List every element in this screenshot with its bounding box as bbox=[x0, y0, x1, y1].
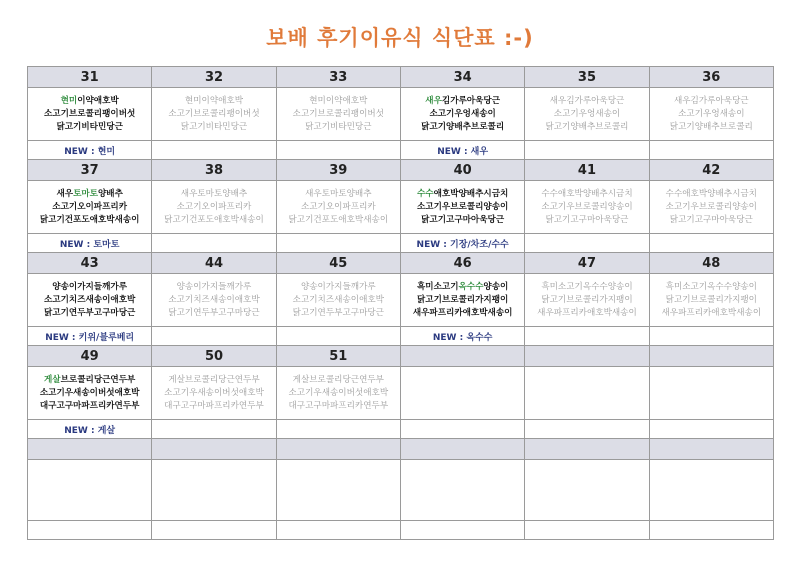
empty-cell bbox=[276, 460, 400, 521]
new-food-note bbox=[152, 234, 276, 253]
menu-line bbox=[277, 95, 400, 108]
menu-line bbox=[650, 281, 773, 294]
empty-cell bbox=[400, 460, 524, 521]
empty-cell bbox=[28, 439, 152, 460]
empty-cell bbox=[525, 521, 649, 540]
menu-line bbox=[152, 387, 275, 400]
ingredient-text: 새우김가루아욱당근 bbox=[549, 95, 625, 106]
new-food-note bbox=[649, 234, 773, 253]
ingredient-text: 소고기브로콜리팽이버섯 bbox=[44, 108, 136, 119]
ingredient-text: 닭고기브로콜리가지팽이 bbox=[665, 294, 757, 305]
ingredient-text: 닭고기양배추브로콜리 bbox=[669, 121, 753, 132]
menu-line bbox=[650, 307, 773, 320]
ingredient-text: 닭고기양배추브로콜리 bbox=[545, 121, 629, 132]
ingredient-text: 닭고기브로콜리가지팽이 bbox=[541, 294, 633, 305]
menu-line bbox=[152, 108, 275, 121]
ingredient-text: 양송이가지들깨가루 bbox=[300, 281, 376, 292]
ingredient-text: 새우김가루아욱당근 bbox=[673, 95, 749, 106]
day-menu-cell bbox=[28, 274, 152, 327]
ingredient-text: 소고기치즈새송이애호박 bbox=[44, 294, 136, 305]
empty-row bbox=[28, 460, 774, 521]
day-number: 47 bbox=[525, 253, 649, 274]
new-food-note bbox=[649, 327, 773, 346]
ingredient-text: 수수애호박양배추시금치 bbox=[541, 188, 633, 199]
menu-line bbox=[277, 387, 400, 400]
new-food-note bbox=[525, 327, 649, 346]
ingredient-text: 새우파프리카애호박새송이 bbox=[537, 307, 637, 318]
day-number: 33 bbox=[276, 67, 400, 88]
ingredient-text: 소고기우브로콜리양송이 bbox=[541, 201, 633, 212]
ingredient-text: 수수애호박양배추시금치 bbox=[665, 188, 757, 199]
empty-cell bbox=[400, 439, 524, 460]
empty-cell bbox=[649, 521, 773, 540]
ingredient-text: 소고기우새송이버섯애호박 bbox=[288, 387, 389, 398]
menu-line bbox=[152, 214, 275, 227]
menu-line bbox=[401, 95, 524, 108]
ingredient-text: 닭고기연두부고구마당근 bbox=[168, 307, 260, 318]
week-header-row bbox=[28, 253, 774, 274]
ingredient-text: 게살브로콜리당근연두부 bbox=[292, 374, 384, 385]
week-note-row bbox=[28, 420, 774, 439]
new-food-note bbox=[276, 234, 400, 253]
ingredient-text: 닭고기비타민당근 bbox=[56, 121, 123, 132]
day-menu-cell bbox=[525, 367, 649, 420]
new-food-note: NEW : 옥수수 bbox=[400, 327, 524, 346]
ingredient-text: 새우토마토양배추 bbox=[180, 188, 248, 199]
ingredient-text: 흑미소고기옥수수양송이 bbox=[665, 281, 757, 292]
ingredient-text: 소고기치즈새송이애호박 bbox=[292, 294, 384, 305]
week-menu-row bbox=[28, 367, 774, 420]
day-number: 40 bbox=[400, 160, 524, 181]
new-food-note bbox=[649, 420, 773, 439]
day-menu-cell bbox=[28, 88, 152, 141]
menu-line bbox=[152, 400, 275, 413]
menu-line bbox=[152, 188, 275, 201]
empty-cell bbox=[525, 460, 649, 521]
new-ingredient: 게살 bbox=[44, 374, 61, 385]
day-menu-cell bbox=[649, 88, 773, 141]
menu-line bbox=[525, 307, 648, 320]
day-number: 42 bbox=[649, 160, 773, 181]
ingredient-text: 닭고기고구마아욱당근 bbox=[545, 214, 629, 225]
day-number: 34 bbox=[400, 67, 524, 88]
ingredient-text: 닭고기비타민당근 bbox=[305, 121, 372, 132]
ingredient-text: 소고기오이파프리카 bbox=[176, 201, 252, 212]
menu-line bbox=[525, 108, 648, 121]
menu-line bbox=[28, 387, 151, 400]
ingredient-text: 닭고기건포도애호박새송이 bbox=[288, 214, 389, 225]
new-ingredient: 옥수수 bbox=[458, 281, 484, 292]
menu-line bbox=[277, 108, 400, 121]
empty-cell bbox=[152, 521, 276, 540]
day-menu-cell bbox=[28, 367, 152, 420]
week-header-row bbox=[28, 346, 774, 367]
ingredient-text: 닭고기비타민당근 bbox=[180, 121, 248, 132]
day-menu-cell bbox=[649, 274, 773, 327]
day-menu-cell bbox=[28, 181, 152, 234]
day-number: 37 bbox=[28, 160, 152, 181]
day-menu-cell bbox=[400, 88, 524, 141]
day-number: 48 bbox=[649, 253, 773, 274]
ingredient-text: 소고기우브로콜리양송이 bbox=[665, 201, 757, 212]
menu-line bbox=[28, 108, 151, 121]
menu-line bbox=[650, 201, 773, 214]
ingredient-text: 브로콜리당근연두부 bbox=[60, 374, 136, 385]
new-ingredient: 토마토 bbox=[73, 188, 98, 199]
menu-line bbox=[277, 188, 400, 201]
empty-cell bbox=[400, 521, 524, 540]
menu-line bbox=[277, 400, 400, 413]
menu-line bbox=[401, 281, 524, 294]
empty-cell bbox=[525, 439, 649, 460]
day-menu-cell bbox=[276, 274, 400, 327]
empty-cell bbox=[276, 521, 400, 540]
menu-line bbox=[401, 214, 524, 227]
new-food-note: NEW : 기장/차조/수수 bbox=[400, 234, 524, 253]
day-number: 41 bbox=[525, 160, 649, 181]
new-food-note bbox=[525, 420, 649, 439]
new-ingredient: 현미 bbox=[60, 95, 78, 106]
menu-line bbox=[650, 121, 773, 134]
menu-line bbox=[650, 214, 773, 227]
ingredient-text: 양송이가지들깨가루 bbox=[52, 281, 128, 292]
ingredient-text: 게살브로콜리당근연두부 bbox=[168, 374, 260, 385]
menu-line bbox=[650, 294, 773, 307]
day-menu-cell bbox=[525, 181, 649, 234]
day-menu-cell bbox=[276, 181, 400, 234]
week-menu-row bbox=[28, 181, 774, 234]
ingredient-text: 김가루아욱당근 bbox=[441, 95, 501, 106]
ingredient-text: 닭고기연두부고구마당근 bbox=[292, 307, 384, 318]
day-menu-cell bbox=[525, 88, 649, 141]
empty-header-row bbox=[28, 439, 774, 460]
ingredient-text: 닭고기양배추브로콜리 bbox=[421, 121, 505, 132]
menu-line bbox=[277, 201, 400, 214]
ingredient-text: 대구고구마파프리카연두부 bbox=[39, 400, 140, 411]
empty-cell bbox=[649, 460, 773, 521]
meal-plan-table bbox=[27, 66, 774, 540]
empty-cell bbox=[152, 439, 276, 460]
new-food-note: NEW : 새우 bbox=[400, 141, 524, 160]
menu-line bbox=[525, 95, 648, 108]
menu-line bbox=[277, 294, 400, 307]
menu-line bbox=[401, 108, 524, 121]
ingredient-text: 소고기브로콜리팽이버섯 bbox=[168, 108, 260, 119]
new-food-note bbox=[276, 141, 400, 160]
ingredient-text: 닭고기고구마아욱당근 bbox=[669, 214, 753, 225]
day-number: 36 bbox=[649, 67, 773, 88]
day-menu-cell bbox=[152, 367, 276, 420]
day-menu-cell bbox=[152, 274, 276, 327]
ingredient-text: 닭고기건포도애호박새송이 bbox=[164, 214, 264, 225]
ingredient-text: 흑미소고기옥수수양송이 bbox=[541, 281, 633, 292]
ingredient-text: 소고기오이파프리카 bbox=[52, 201, 128, 212]
ingredient-text: 새우 bbox=[56, 188, 74, 199]
menu-line bbox=[28, 95, 151, 108]
menu-line bbox=[28, 374, 151, 387]
new-food-note bbox=[152, 327, 276, 346]
menu-line bbox=[277, 281, 400, 294]
menu-line bbox=[28, 307, 151, 320]
new-food-note bbox=[276, 327, 400, 346]
ingredient-text: 소고기치즈새송이애호박 bbox=[168, 294, 260, 305]
ingredient-text: 대구고구마파프리카연두부 bbox=[288, 400, 389, 411]
empty-cell bbox=[28, 460, 152, 521]
day-number: 43 bbox=[28, 253, 152, 274]
menu-line bbox=[525, 121, 648, 134]
day-number: 45 bbox=[276, 253, 400, 274]
menu-line bbox=[401, 201, 524, 214]
menu-line bbox=[152, 121, 275, 134]
week-header-row bbox=[28, 67, 774, 88]
day-menu-cell bbox=[152, 181, 276, 234]
menu-line bbox=[650, 108, 773, 121]
menu-line bbox=[525, 294, 648, 307]
empty-note-row bbox=[28, 521, 774, 540]
ingredient-text: 양배추 bbox=[97, 188, 123, 199]
week-menu-row bbox=[28, 274, 774, 327]
day-number bbox=[400, 346, 524, 367]
ingredient-text: 닭고기브로콜리가지팽이 bbox=[416, 294, 509, 305]
ingredient-text: 흑미소고기 bbox=[416, 281, 459, 292]
menu-line bbox=[28, 294, 151, 307]
new-food-note bbox=[525, 141, 649, 160]
ingredient-text: 소고기브로콜리팽이버섯 bbox=[292, 108, 384, 119]
day-menu-cell bbox=[152, 88, 276, 141]
menu-line bbox=[650, 95, 773, 108]
empty-cell bbox=[28, 521, 152, 540]
ingredient-text: 소고기우새송이버섯애호박 bbox=[39, 387, 140, 398]
new-food-note bbox=[400, 420, 524, 439]
day-number: 38 bbox=[152, 160, 276, 181]
ingredient-text: 대구고구마파프리카연두부 bbox=[164, 400, 264, 411]
menu-line bbox=[650, 188, 773, 201]
menu-line bbox=[28, 188, 151, 201]
new-food-note bbox=[525, 234, 649, 253]
new-food-note bbox=[276, 420, 400, 439]
ingredient-text: 닭고기고구마아욱당근 bbox=[421, 214, 505, 225]
week-note-row bbox=[28, 327, 774, 346]
new-food-note: NEW : 토마토 bbox=[28, 234, 152, 253]
menu-line bbox=[401, 294, 524, 307]
week-note-row bbox=[28, 234, 774, 253]
day-menu-cell bbox=[400, 274, 524, 327]
ingredient-text: 소고기우새송이버섯애호박 bbox=[164, 387, 264, 398]
day-number: 35 bbox=[525, 67, 649, 88]
menu-line bbox=[525, 214, 648, 227]
empty-cell bbox=[152, 460, 276, 521]
ingredient-text: 닭고기건포도애호박새송이 bbox=[39, 214, 140, 225]
ingredient-text: 새우토마토양배추 bbox=[305, 188, 372, 199]
menu-line bbox=[152, 307, 275, 320]
ingredient-text: 새우파프리카애호박새송이 bbox=[661, 307, 762, 318]
new-ingredient: 새우 bbox=[425, 95, 442, 106]
week-note-row bbox=[28, 141, 774, 160]
day-number: 31 bbox=[28, 67, 152, 88]
day-menu-cell bbox=[400, 367, 524, 420]
menu-line bbox=[277, 374, 400, 387]
menu-line bbox=[277, 307, 400, 320]
week-header-row bbox=[28, 160, 774, 181]
new-food-note: NEW : 키위/블루베리 bbox=[28, 327, 152, 346]
day-number: 50 bbox=[152, 346, 276, 367]
menu-line bbox=[401, 121, 524, 134]
menu-line bbox=[28, 281, 151, 294]
menu-line bbox=[152, 281, 275, 294]
menu-line bbox=[152, 374, 275, 387]
ingredient-text: 이약애호박 bbox=[77, 95, 119, 106]
day-menu-cell bbox=[649, 181, 773, 234]
ingredient-text: 소고기우엉새송이 bbox=[678, 108, 745, 119]
menu-line bbox=[525, 188, 648, 201]
empty-cell bbox=[649, 439, 773, 460]
ingredient-text: 소고기우엉새송이 bbox=[553, 108, 621, 119]
ingredient-text: 닭고기연두부고구마당근 bbox=[44, 307, 136, 318]
ingredient-text: 소고기오이파프리카 bbox=[300, 201, 376, 212]
menu-line bbox=[152, 294, 275, 307]
ingredient-text: 새우파프리카애호박새송이 bbox=[412, 307, 513, 318]
day-menu-cell bbox=[400, 181, 524, 234]
menu-line bbox=[525, 281, 648, 294]
ingredient-text: 소고기우브로콜리양송이 bbox=[416, 201, 509, 212]
ingredient-text: 양송이가지들깨가루 bbox=[176, 281, 252, 292]
ingredient-text: 애호박양배추시금치 bbox=[433, 188, 509, 199]
new-food-note bbox=[649, 141, 773, 160]
ingredient-text: 소고기우엉새송이 bbox=[429, 108, 496, 119]
ingredient-text: 현미이약애호박 bbox=[184, 95, 244, 106]
new-food-note bbox=[152, 141, 276, 160]
menu-line bbox=[152, 201, 275, 214]
day-menu-cell bbox=[649, 367, 773, 420]
day-menu-cell bbox=[525, 274, 649, 327]
menu-line bbox=[28, 214, 151, 227]
menu-line bbox=[401, 188, 524, 201]
menu-line bbox=[28, 121, 151, 134]
day-number: 32 bbox=[152, 67, 276, 88]
new-food-note: NEW : 현미 bbox=[28, 141, 152, 160]
day-menu-cell bbox=[276, 367, 400, 420]
menu-line bbox=[401, 307, 524, 320]
week-menu-row bbox=[28, 88, 774, 141]
new-food-note: NEW : 게살 bbox=[28, 420, 152, 439]
ingredient-text: 양송이 bbox=[483, 281, 509, 292]
menu-line bbox=[277, 214, 400, 227]
day-number bbox=[649, 346, 773, 367]
day-number: 46 bbox=[400, 253, 524, 274]
day-number bbox=[525, 346, 649, 367]
day-number: 39 bbox=[276, 160, 400, 181]
day-number: 49 bbox=[28, 346, 152, 367]
empty-cell bbox=[276, 439, 400, 460]
new-food-note bbox=[152, 420, 276, 439]
day-menu-cell bbox=[276, 88, 400, 141]
page-title: 보배 후기이유식 식단표 :-) bbox=[266, 26, 534, 50]
menu-line bbox=[28, 400, 151, 413]
menu-line bbox=[277, 121, 400, 134]
menu-line bbox=[525, 201, 648, 214]
menu-line bbox=[28, 201, 151, 214]
new-ingredient: 수수 bbox=[416, 188, 434, 199]
day-number: 51 bbox=[276, 346, 400, 367]
menu-line bbox=[152, 95, 275, 108]
day-number: 44 bbox=[152, 253, 276, 274]
ingredient-text: 현미이약애호박 bbox=[309, 95, 368, 106]
